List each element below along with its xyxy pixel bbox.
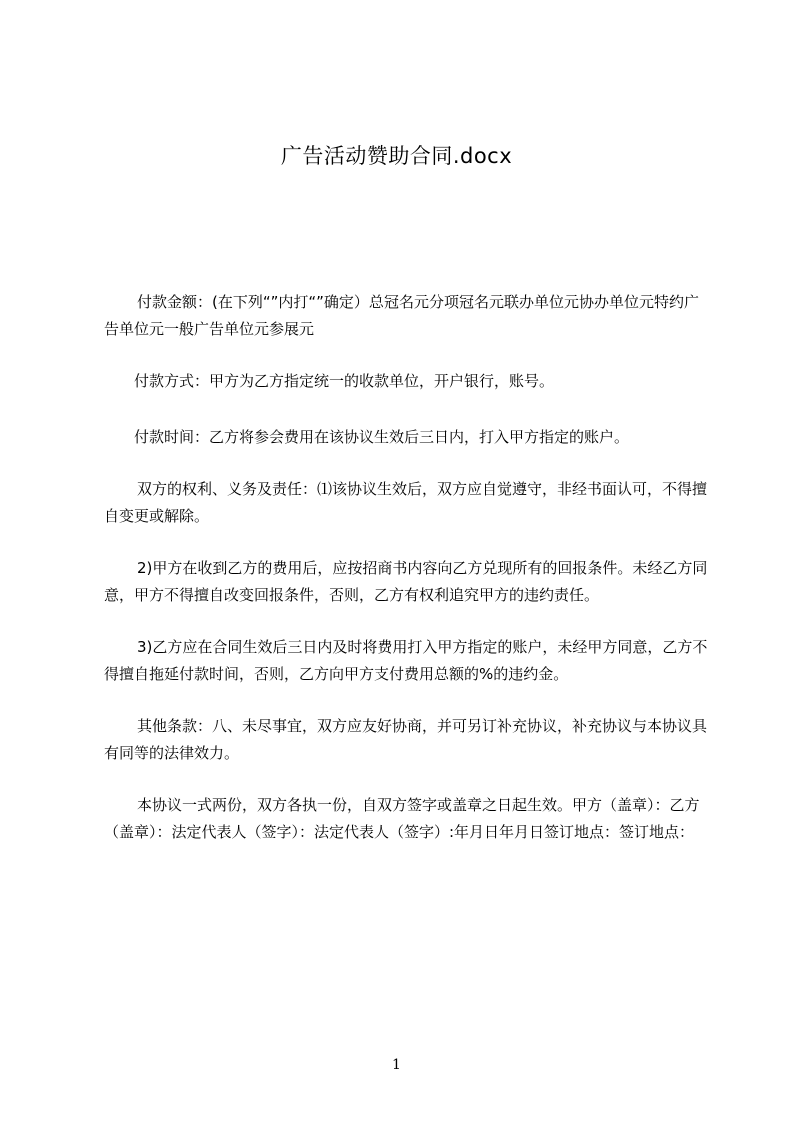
paragraph-other-terms: 其他条款：八、未尽事宜，双方应友好协商，并可另订补充协议，补充协议与本协议具有同等的法律效力。	[104, 717, 708, 762]
paragraph-payment-amount: 付款金额：(在下列“”内打“”确定）总冠名元分项冠名元联办单位元协办单位元特约广告单位元一般广告单位元参展元	[104, 293, 699, 338]
document-title: 广告活动赞助合同.docx	[280, 144, 513, 168]
paragraph-party-a-duty: 2)甲方在收到乙方的费用后，应按招商书内容向乙方兑现所有的回报条件。未经乙方同意，甲方不得擅自改变回报条件，否则，乙方有权利追究甲方的违约责任。	[104, 559, 708, 604]
paragraph-payment-method: 付款方式：甲方为乙方指定统一的收款单位，开户银行，账号。	[134, 372, 555, 390]
paragraph-payment-time: 付款时间：乙方将参会费用在该协议生效后三日内，打入甲方指定的账户。	[134, 428, 630, 446]
paragraph-rights-obligations: 双方的权利、义务及责任：⑴该协议生效后，双方应自觉遵守，非经书面认可，不得擅自变更或解除。	[104, 480, 708, 525]
page-number: 1	[392, 1057, 401, 1073]
paragraph-party-b-duty: 3)乙方应在合同生效后三日内及时将费用打入甲方指定的账户，未经甲方同意，乙方不得擅自拖延付款时间，否则，乙方向甲方支付费用总额的%的违约金。	[104, 638, 708, 683]
paragraph-signatures: 本协议一式两份，双方各执一份，自双方签字或盖章之日起生效。甲方（盖章）：乙方（盖章）：法定代表人（签字）：法定代表人（签字）:年月日年月日签订地点：签订地点：	[104, 796, 700, 841]
